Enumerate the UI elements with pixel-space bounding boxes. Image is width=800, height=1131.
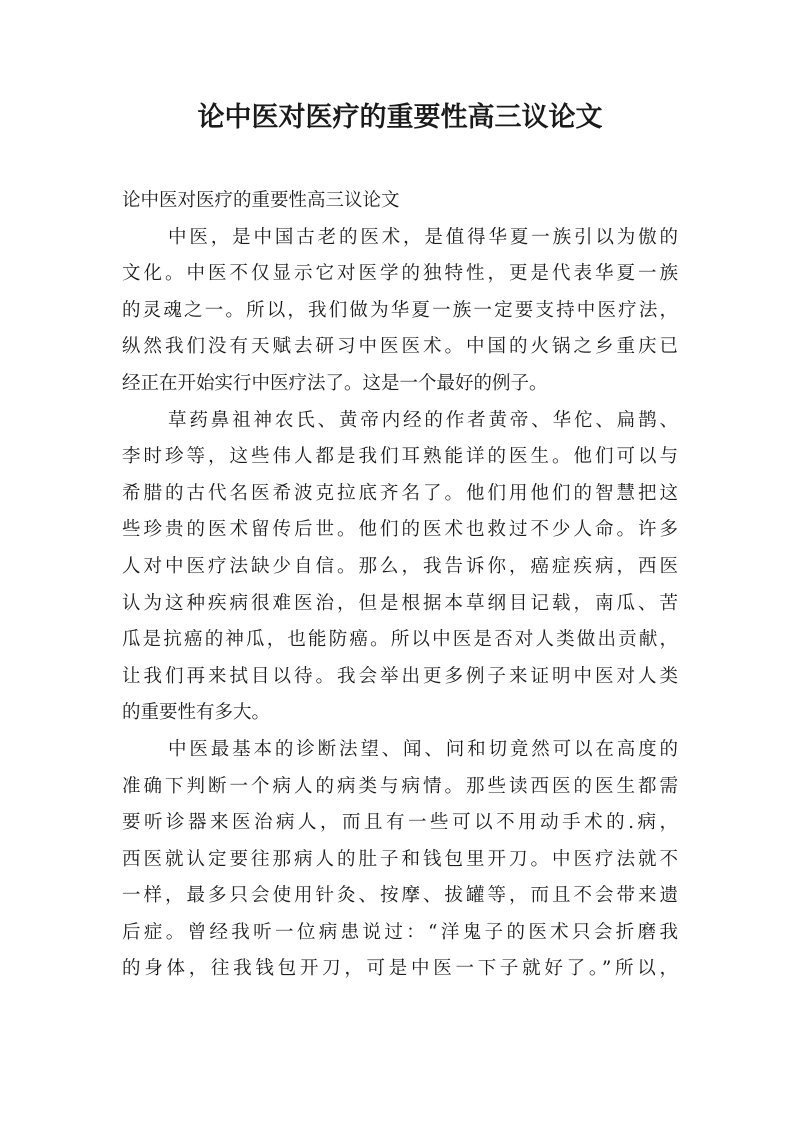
document-body xyxy=(122,183,678,988)
paragraph-line: 经正在开始实行中医疗法了。这是一个最好的例子。 xyxy=(122,372,548,394)
paragraph-line: 草药鼻祖神农氏、黄帝内经的作者黄帝、华佗、扁鹊、 xyxy=(168,409,678,431)
paragraph-line: 李时珍等，这些伟人都是我们耳熟能详的医生。他们可以与 xyxy=(122,446,678,468)
paragraph-line: 的灵魂之一。所以，我们做为华夏一族一定要支持中医疗法， xyxy=(122,299,678,321)
paragraph-line: 认为这种疾病很难医治，但是根据本草纲目记载，南瓜、苦 xyxy=(122,592,678,614)
paragraph-line: 文化。中医不仅显示它对医学的独特性，更是代表华夏一族 xyxy=(122,263,678,285)
body-heading-line: 论中医对医疗的重要性高三议论文 xyxy=(122,190,400,211)
paragraph-line: 要听诊器来医治病人，而且有一些可以不用动手术的.病， xyxy=(122,812,678,834)
paragraph-line: 纵然我们没有天赋去研习中医医术。中国的火锅之乡重庆已 xyxy=(122,336,678,358)
paragraph-1 xyxy=(122,220,678,403)
paragraph-line: 准确下判断一个病人的病类与病情。那些读西医的医生都需 xyxy=(122,775,678,797)
paragraph-2 xyxy=(122,403,678,732)
document-title: 论中医对医疗的重要性高三议论文 xyxy=(197,102,603,133)
paragraph-line: 的重要性有多大。 xyxy=(122,702,271,724)
paragraph-line: 西医就认定要往那病人的肚子和钱包里开刀。中医疗法就不 xyxy=(122,848,678,870)
paragraph-line: 后症。曾经我听一位病患说过：“洋鬼子的医术只会折磨我 xyxy=(122,921,678,943)
paragraph-line: 希腊的古代名医希波克拉底齐名了。他们用他们的智慧把这 xyxy=(122,482,678,504)
paragraph-line: 一样，最多只会使用针灸、按摩、拔罐等，而且不会带来遗 xyxy=(122,885,678,907)
paragraph-line: 瓜是抗癌的神瓜，也能防癌。所以中医是否对人类做出贡献， xyxy=(122,629,678,651)
paragraph-line: 让我们再来拭目以待。我会举出更多例子来证明中医对人类 xyxy=(122,665,678,687)
paragraph-3 xyxy=(122,732,678,988)
paragraph-line: 中医，是中国古老的医术，是值得华夏一族引以为傲的 xyxy=(168,226,678,248)
paragraph-line: 中医最基本的诊断法望、闻、问和切竟然可以在高度的 xyxy=(168,738,678,760)
paragraph-line: 人对中医疗法缺少自信。那么，我告诉你，癌症疾病，西医 xyxy=(122,555,678,577)
paragraph-line: 的身体，往我钱包开刀，可是中医一下子就好了。”所以， xyxy=(122,958,678,980)
paragraph-line: 些珍贵的医术留传后世。他们的医术也救过不少人命。许多 xyxy=(122,519,678,541)
